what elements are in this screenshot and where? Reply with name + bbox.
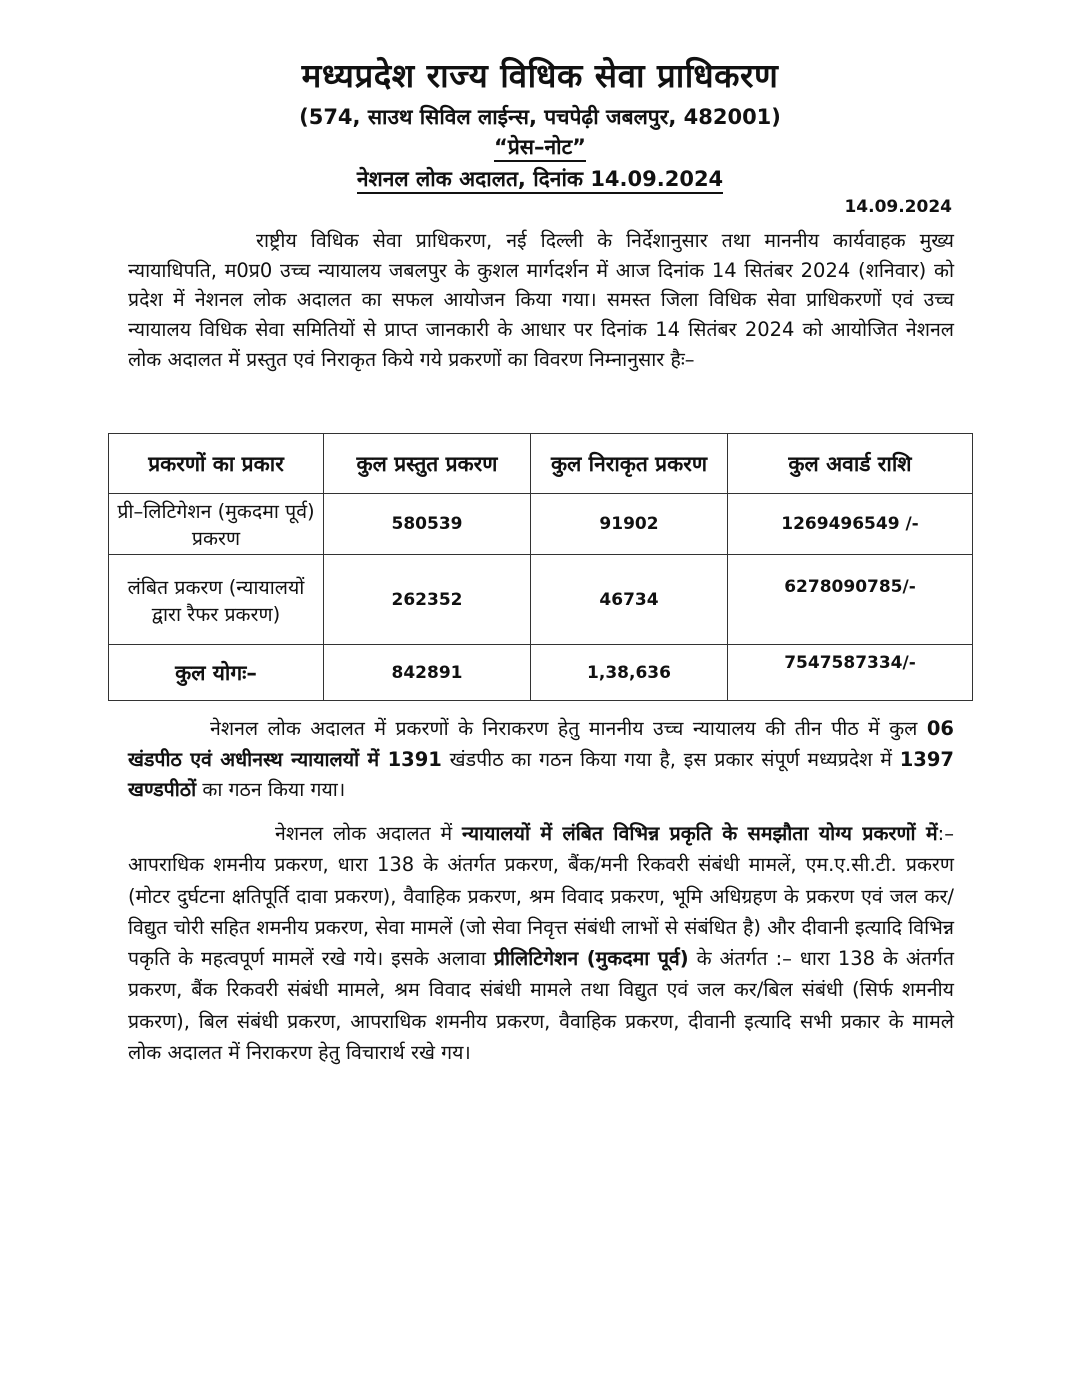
cell-award: 1269496549 /- [728, 494, 973, 555]
cell-award: 6278090785/- [728, 555, 973, 645]
text-span: खंडपीठ का गठन किया गया है, इस प्रकार संपूर्ण मध्यप्रदेश में [441, 747, 900, 771]
bold-span: 1397 खण्डपीठों [128, 747, 954, 801]
cell-total-label: कुल योगः– [109, 645, 324, 701]
bold-span: 06 खंडपीठ एवं अधीनस्थ न्यायालयों में 1391 [128, 717, 954, 771]
text-span: नेशनल लोक अदालत में [275, 822, 462, 845]
bold-span: न्यायालयों में लंबित विभिन्न प्रकृति के समझौता योग्य प्रकरणों में [461, 822, 938, 845]
cell-disposed: 1,38,636 [531, 645, 728, 701]
text-span: :– आपराधिक शमनीय प्रकरण, धारा 138 के अंतर्गत प्रकरण, बैंक/मनी रिकवरी संबंधी मामलें, एम.ए.सी.टी. प्रकरण (मोटर दुर्घटना क्षतिपूर्ति दावा प्रकरण), वैवाहिक प्रकरण, श्रम विवाद प्रकरण, भूमि अधिग्रहण के प्रकरण एवं जल कर/विद्युत चोरी सहित शमनीय प्रकरण, सेवा मामलें (जो सेवा निवृत्त संबंधी लाभों से संबंधित है) और दीवानी इत्यादि विभिन्न पकृति के महत्वपूर्ण मामलें रखे गये। इसके अलावा [128, 822, 954, 971]
table-row [109, 555, 973, 645]
cell-award: 7547587334/- [728, 645, 973, 701]
text-span: नेशनल लोक अदालत में प्रकरणों के निराकरण हेतु माननीय उच्च न्यायालय की तीन पीठ में कुल [210, 717, 927, 740]
table-header-row [109, 434, 973, 494]
text-span: का गठन किया गया। [196, 778, 346, 801]
authority-title: मध्यप्रदेश राज्य विधिक सेवा प्राधिकरण [301, 56, 779, 95]
press-note-heading: “प्रेस–नोट” [494, 135, 586, 162]
header-total-presented: कुल प्रस्तुत प्रकरण [324, 434, 531, 494]
document-date: 14.09.2024 [844, 197, 952, 217]
subject-heading: नेशनल लोक अदालत, दिनांक 14.09.2024 [357, 167, 723, 194]
table-total-row [109, 645, 973, 701]
cell-presented: 580539 [324, 494, 531, 555]
bold-span: प्रीलिटिगेशन (मुकदमा पूर्व) [493, 947, 689, 971]
benches-paragraph [128, 714, 954, 806]
cell-presented: 842891 [324, 645, 531, 701]
table-row [109, 494, 973, 555]
header-total-award: कुल अवार्ड राशि [728, 434, 973, 494]
case-categories-paragraph [128, 818, 954, 1068]
text-span: के अंतर्गत :– धारा 138 के अंतर्गत प्रकरण, बैंक रिकवरी संबंधी मामले, श्रम विवाद संबंधी मामले तथा विद्युत एवं जल कर/बिल संबंधी (सिर्फ शमनीय प्रकरण), बिल संबंधी प्रकरण, आपराधिक शमनीय प्रकरण, वैवाहिक प्रकरण, दीवानी इत्यादि सभी प्रकार के मामले लोक अदालत में निराकरण हेतु विचारार्थ रखे गय। [128, 947, 954, 1065]
cell-case-type: लंबित प्रकरण (न्यायालयों द्वारा रैफर प्रकरण) [109, 555, 324, 645]
header-total-disposed: कुल निराकृत प्रकरण [531, 434, 728, 494]
cell-presented: 262352 [324, 555, 531, 645]
case-summary-table [108, 433, 973, 701]
intro-paragraph: राष्ट्रीय विधिक सेवा प्राधिकरण, नई दिल्ली के निर्देशानुसार तथा माननीय कार्यवाहक मुख्य न्यायाधिपति, म0प्र0 उच्च न्यायालय जबलपुर के कुशल मार्गदर्शन में आज दिनांक 14 सितंबर 2024 (शनिवार) को प्रदेश में नेशनल लोक अदालत का सफल आयोजन किया गया। समस्त जिला विधिक सेवा प्राधिकरणों एवं उच्च न्यायालय विधिक सेवा समितियों से प्राप्त जानकारी के आधार पर दिनांक 14 सितंबर 2024 को आयोजित नेशनल लोक अदालत में प्रस्तुत एवं निराकृत किये गये प्रकरणों का विवरण निम्नानुसार हैः– [128, 229, 954, 371]
cell-disposed: 91902 [531, 494, 728, 555]
header-case-type: प्रकरणों का प्रकार [109, 434, 324, 494]
cell-disposed: 46734 [531, 555, 728, 645]
cell-case-type: प्री–लिटिगेशन (मुकदमा पूर्व) प्रकरण [109, 494, 324, 555]
authority-address: (574, साउथ सिविल लाईन्स, पचपेढ़ी जबलपुर, 482001) [299, 105, 781, 129]
